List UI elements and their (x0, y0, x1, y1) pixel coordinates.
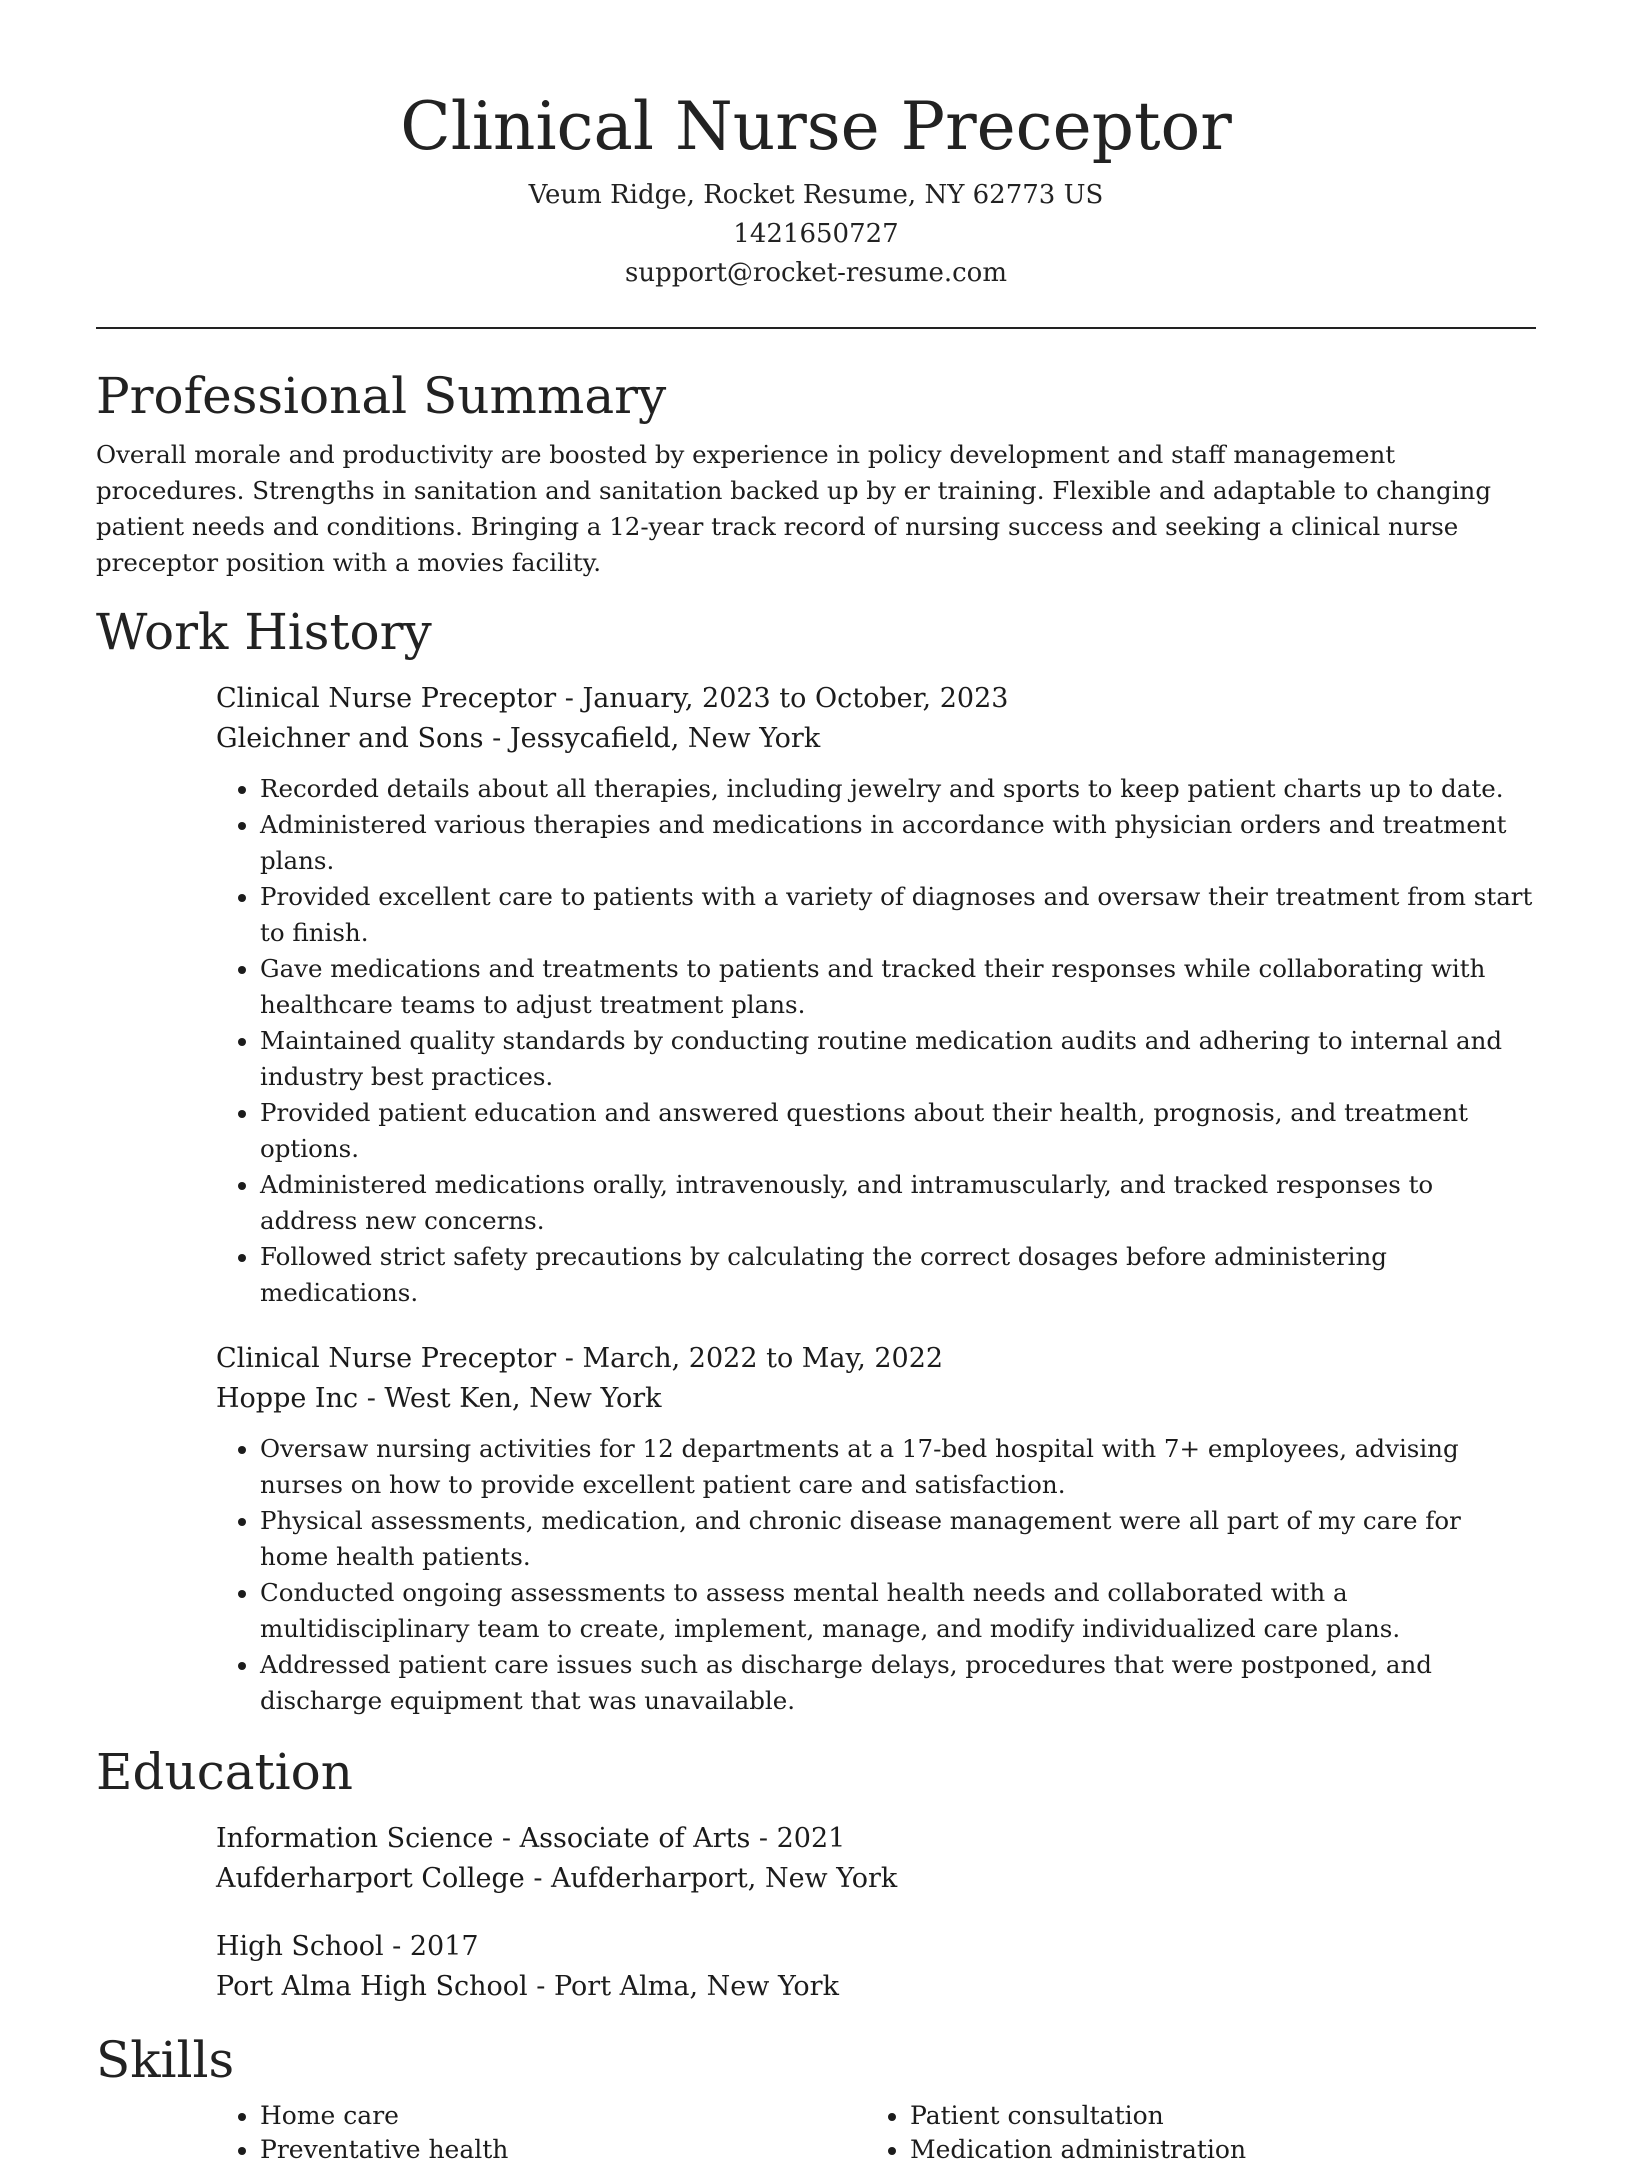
list-item: • Provided excellent care to patients with a variety of diagnoses and oversaw their treatment from start to finish. (260, 879, 1536, 951)
education-degree-line (216, 1819, 1536, 1859)
contact-info (96, 176, 1536, 293)
job-bullets (216, 1431, 1536, 1719)
job-location: - Jessycafield, New York (483, 723, 821, 754)
job-title-line (216, 1339, 1536, 1379)
job-company: Gleichner and Sons (216, 723, 484, 754)
list-item: • Administered medications orally, intravenously, and intramuscularly, and tracked responses to address new concerns. (260, 1167, 1536, 1239)
list-item: • Oversaw nursing activities for 12 departments at a 17-bed hospital with 7+ employees, advising nurses on how to provide excellent patient care and satisfaction. (260, 1431, 1536, 1503)
list-item: • Addressed patient care issues such as discharge delays, procedures that were postponed, and discharge equipment that was unavailable. (260, 1647, 1536, 1719)
summary-section (96, 363, 1536, 581)
education-year: - 2021 (750, 1823, 846, 1854)
education-school: Port Alma High School (216, 1971, 528, 2002)
job-bullets (216, 771, 1536, 1311)
header-divider (96, 327, 1536, 329)
education-school-line (216, 1967, 1536, 2007)
job-company: Hoppe Inc (216, 1383, 359, 1414)
education-section (96, 1739, 1536, 2007)
list-item: • Administered various therapies and medications in accordance with physician orders and treatment plans. (260, 807, 1536, 879)
education-location: - Port Alma, New York (527, 1971, 839, 2002)
work-section (96, 599, 1536, 1719)
job-role: Clinical Nurse Preceptor (216, 683, 557, 714)
skill-item: • Patient consultation (910, 2099, 1516, 2133)
job-role: Clinical Nurse Preceptor (216, 1343, 557, 1374)
skills-columns (216, 2099, 1536, 2167)
education-entry (216, 1819, 1536, 1899)
email: support@rocket-resume.com (624, 258, 1007, 288)
education-entry (216, 1927, 1536, 2007)
job-company-line (216, 719, 1536, 759)
job-dates: - March, 2022 to May, 2022 (556, 1343, 944, 1374)
list-item: • Conducted ongoing assessments to assess mental health needs and collaborated with a multidisciplinary team to create, implement, manage, and modify individualized care plans. (260, 1575, 1536, 1647)
education-degree-line (216, 1927, 1536, 1967)
resume-page (96, 0, 1536, 2167)
skill-item: • Preventative health (260, 2133, 866, 2167)
education-degree: Information Science - Associate of Arts (216, 1823, 751, 1854)
education-school-line (216, 1859, 1536, 1899)
skills-list-left (216, 2099, 866, 2167)
skill-item: • Home care (260, 2099, 866, 2133)
address: Veum Ridge, Rocket Resume, NY 62773 US (528, 180, 1104, 210)
job-company-line (216, 1379, 1536, 1419)
list-item: • Provided patient education and answered questions about their health, prognosis, and treatment options. (260, 1095, 1536, 1167)
job-title-line (216, 679, 1536, 719)
job-dates: - January, 2023 to October, 2023 (556, 683, 1009, 714)
skills-list-right (866, 2099, 1516, 2167)
section-title-education: Education (96, 1743, 353, 1801)
skills-section (96, 2027, 1536, 2167)
list-item: • Gave medications and treatments to patients and tracked their responses while collaborating with healthcare teams to adjust treatment plans. (260, 951, 1536, 1023)
skill-item: • Medication administration (910, 2133, 1516, 2167)
list-item: • Physical assessments, medication, and chronic disease management were all part of my care for home health patients. (260, 1503, 1536, 1575)
list-item: • Followed strict safety precautions by calculating the correct dosages before administering medications. (260, 1239, 1536, 1311)
list-item: • Maintained quality standards by conducting routine medication audits and adhering to internal and industry best practices. (260, 1023, 1536, 1095)
job-location: - West Ken, New York (358, 1383, 662, 1414)
education-school: Aufderharport College (216, 1863, 525, 1894)
education-degree: High School (216, 1931, 384, 1962)
education-year: - 2017 (383, 1931, 479, 1962)
education-location: - Aufderharport, New York (524, 1863, 898, 1894)
summary-text: Overall morale and productivity are boosted by experience in policy development and staff management procedures. Strengths in sanitation and sanitation backed up by er training. Flexible and adaptable to changing patient needs and conditions. Bringing a 12-year track record of nursing success and seeking a clinical nurse preceptor position with a movies facility. (96, 440, 1492, 577)
section-title-skills: Skills (96, 2031, 235, 2089)
section-title-work: Work History (96, 603, 432, 661)
section-title-summary: Professional Summary (96, 367, 667, 425)
resume-header (96, 0, 1536, 293)
job-entry (216, 1339, 1536, 1719)
job-entry (216, 679, 1536, 1311)
list-item: • Recorded details about all therapies, including jewelry and sports to keep patient charts up to date. (260, 771, 1536, 807)
phone: 1421650727 (733, 219, 899, 249)
candidate-name: Clinical Nurse Preceptor (400, 88, 1232, 165)
